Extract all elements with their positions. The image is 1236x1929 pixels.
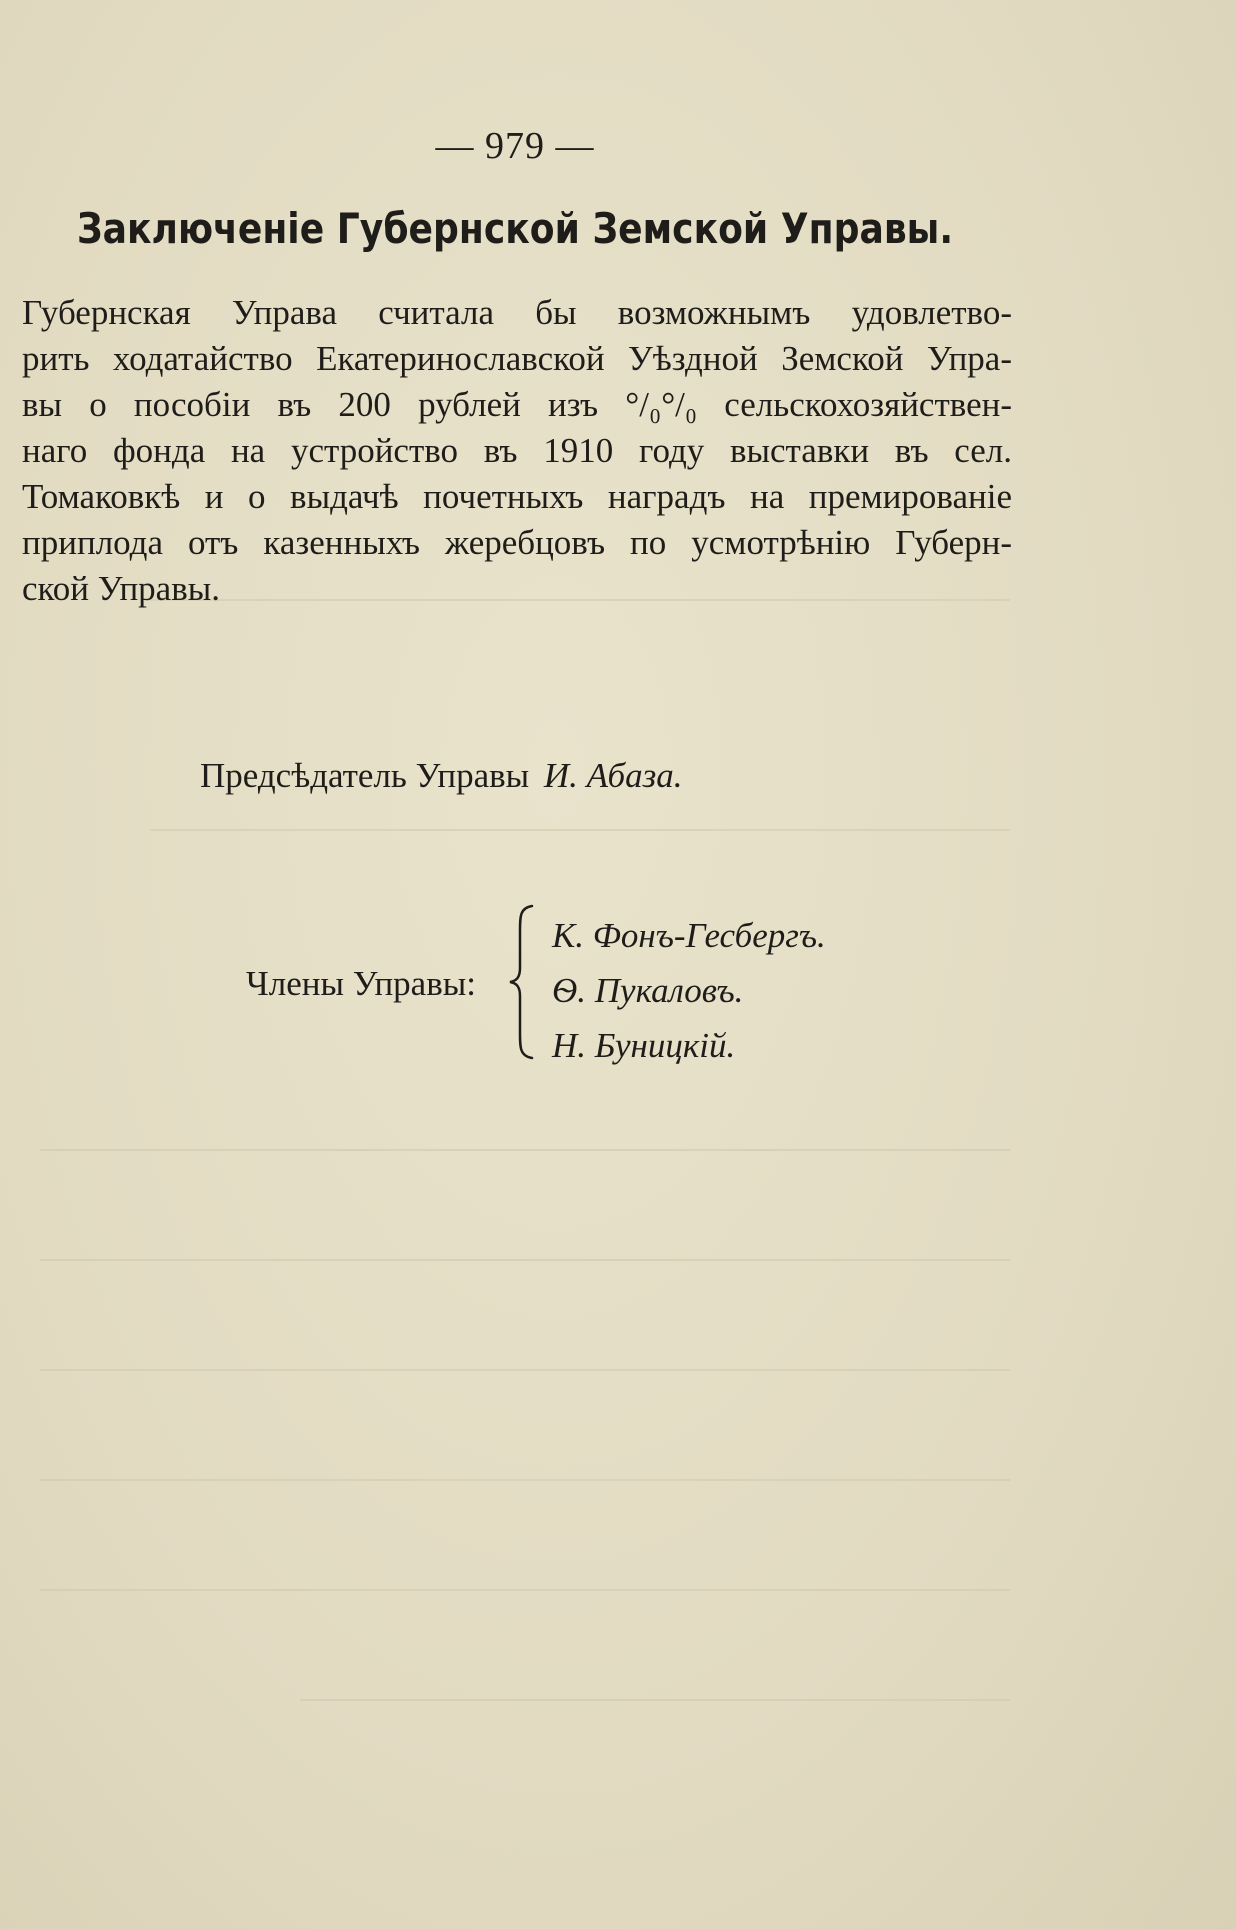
page-number: — 979 — [435, 125, 595, 167]
member-name: Н. Буницкій. [552, 1026, 736, 1065]
body-line: наго фонда на устройство въ 1910 году выставки въ сел. [22, 431, 1012, 470]
member-name: Ѳ. Пукаловъ. [552, 971, 744, 1010]
body-line: рить ходатайство Екатеринославской Уѣздной Земской Упра- [22, 339, 1012, 378]
member-name: К. Фонъ-Гесбергъ. [552, 916, 826, 955]
page-title: Заключеніе Губернской Земской Управы. [76, 204, 954, 253]
body-line: Губернская Управа считала бы возможнымъ удовлетво- [22, 293, 1012, 332]
body-line: вы о пособіи въ 200 рублей изъ °/₀°/₀ сельскохозяйствен- [22, 385, 1012, 424]
chairman-signature-block [200, 756, 683, 796]
body-line: Томаковкѣ и о выдачѣ почетныхъ наградъ на премированіе [22, 477, 1012, 516]
chairman-name: И. Абаза. [543, 756, 683, 795]
body-line: ской Управы. [22, 569, 221, 608]
body-line: приплода отъ казенныхъ жеребцовъ по усмотрѣнію Губерн- [22, 523, 1012, 562]
curly-brace-icon [508, 902, 538, 1062]
members-list [552, 908, 826, 1073]
body-paragraph [22, 290, 1012, 612]
chairman-title: Предсѣдатель Управы [200, 756, 530, 795]
members-label: Члены Управы: [246, 964, 476, 1003]
